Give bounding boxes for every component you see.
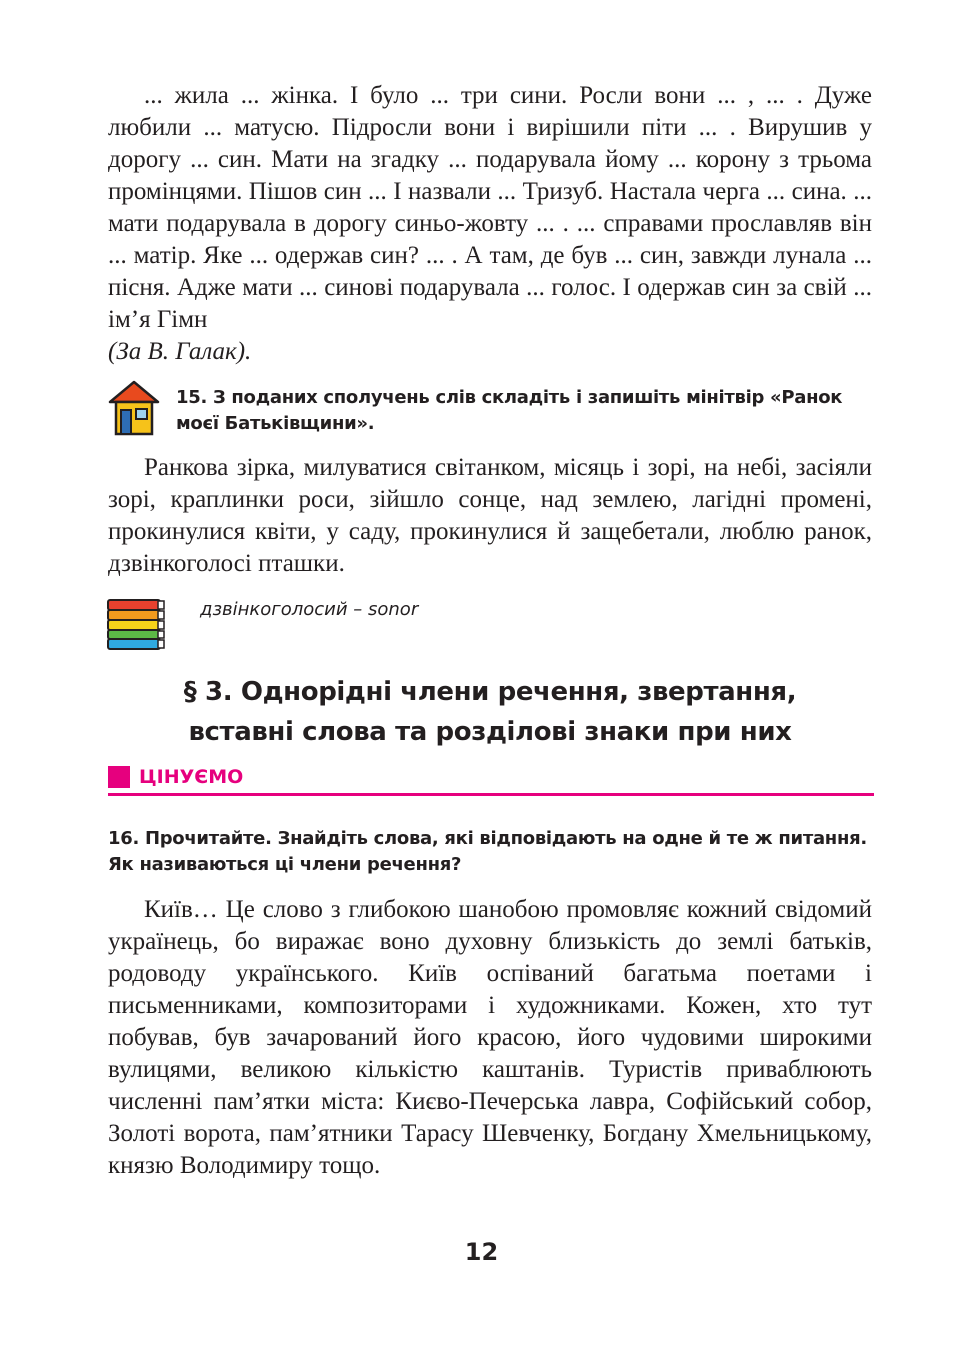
books-icon: [106, 598, 166, 652]
story-source: (За В. Галак).: [108, 338, 252, 365]
rubric-label: ЦІНУЄМО: [139, 766, 244, 788]
task-16-text-body: Київ… Це слово з глибокою шанобою промовляє кожний свідомий українець, бо виражає воно духовну близькість до землі батьків, родоводу українського. Київ оспіваний багатьма поетами і письменниками, композиторами і художниками. Кожен, хто тут побував, був зачарований його красою, його чудовими широкими вулицями, великою кількістю каштанів. Туристів приваблюють численні пам’ятки міста: Києво-Печерська лавра, Софійський собор, Золоті ворота, пам’ятники Тарасу Шевченку, Богдану Хмельницькому, князю Володимиру тощо.: [108, 896, 872, 1179]
task-15-words-text: Ранкова зірка, милуватися світанком, місяць і зорі, на небі, засіяли зорі, краплинки роси, зійшло сонце, над землею, лагідні промені, прокинулися квіти, у саду, прокинулися й защебетали, люблю ранок, дзвінкоголосі пташки.: [108, 454, 872, 577]
section-title: [100, 672, 880, 752]
story-paragraph: [108, 80, 872, 368]
story-text: ... жила ... жінка. І було ... три сини. Росли вони ... , ... . Дуже любили ... матусю. Підросли вони і вирішили піти ... . Вирушив у дорогу ... син. Мати на згадку ... подарувала йому ... корону з трьома промінцями. Пішов син ... І назвали ... Тризуб. Настала черга ... сина. ... мати подарувала в дорогу синьо-жовту ... . ... справами прославляв він ... матір. Яке ... одержав син? ... . А там, де був ... син, завжди лунала ... пісня. Адже мати ... синові подарувала ... голос. І одержав син за свій ... ім’я Гімн: [108, 82, 872, 333]
section-title-line-2: вставні слова та розділові знаки при них: [188, 717, 792, 747]
task-16-text: [108, 894, 872, 1182]
house-icon: [106, 378, 162, 438]
task-15-words: [108, 452, 872, 580]
rubric-marker: [108, 766, 130, 788]
rubric-divider: [108, 793, 874, 796]
task-15-heading: 15. З поданих сполучень слів складіть і запишіть мінітвір «Ранок моєї Батьківщини».: [176, 387, 843, 434]
page-number: 12: [464, 1238, 499, 1266]
section-title-line-1: § 3. Однорідні члени речення, звертання,: [183, 677, 797, 707]
glossary-note: дзвінкоголосий – sonor: [200, 599, 419, 620]
task-16-heading: 16. Прочитайте. Знайдіть слова, які відповідають на одне й те ж питання. Як називаються ці члени речення?: [108, 828, 867, 875]
